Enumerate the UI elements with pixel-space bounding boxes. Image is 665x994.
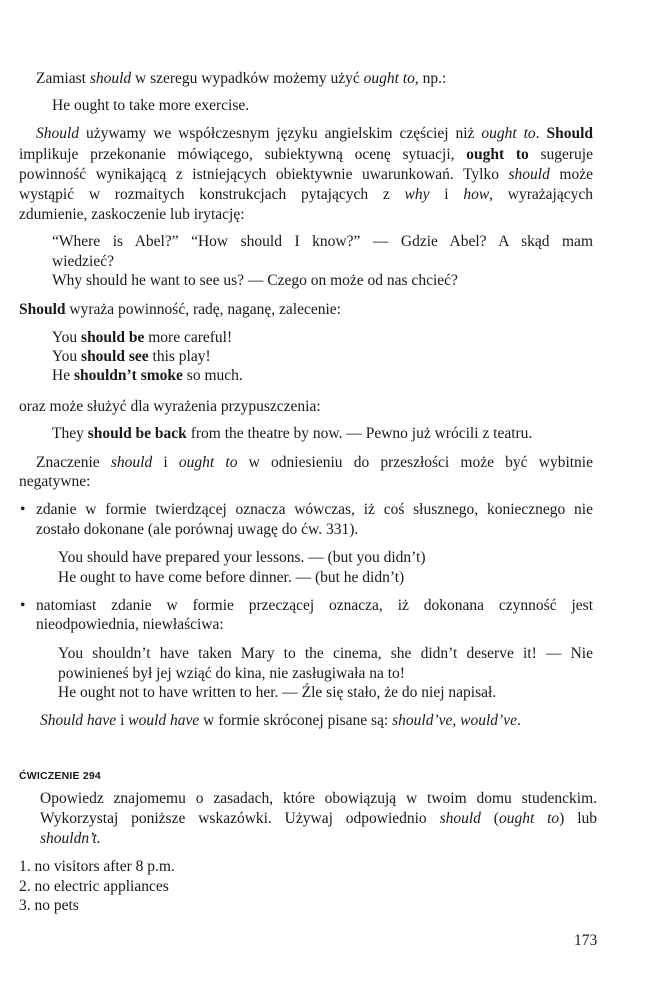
- example-line: You shouldn’t have taken Mary to the cinema, she didn’t deserve it! — Nie: [58, 645, 593, 662]
- example-line: You should be more careful!: [52, 329, 233, 346]
- example-line: powinieneś był jej wziąć do kina, nie zasługiwała na to!: [58, 665, 405, 682]
- paragraph-line: Should używamy we współczesnym języku angielskim częściej niż ought to. Should: [36, 125, 594, 142]
- paragraph-ought-to-intro: Zamiast should w szeregu wypadków możemy użyć ought to, np.:: [36, 70, 447, 87]
- paragraph-line: powinność wynikającą z istniejących obiektywnie uwarunkowań. Tylko should może: [19, 166, 593, 183]
- paragraph-contracted-forms: Should have i would have w formie skróconej pisane są: should’ve, would’ve.: [40, 712, 521, 729]
- paragraph-supposition: oraz może służyć dla wyrażenia przypuszczenia:: [19, 398, 321, 415]
- bullet-glyph: •: [20, 501, 26, 518]
- bullet-line: zostało dokonane (ale porównaj uwagę do ćw. 331).: [36, 521, 359, 538]
- paragraph-line: Znaczenie should i ought to w odniesieniu do przeszłości może być wybitnie: [36, 454, 593, 471]
- exercise-heading: ĆWICZENIE 294: [19, 770, 101, 782]
- paragraph-line: negatywne:: [19, 473, 91, 490]
- example-supposition: They should be back from the theatre by now. — Pewno już wrócili z teatru.: [52, 425, 533, 442]
- example-line: He shouldn’t smoke so much.: [52, 367, 243, 384]
- bullet-line: natomiast zdanie w formie przeczącej oznacza, iż dokonana czynność jest: [36, 597, 593, 614]
- exercise-item: 3. no pets: [19, 897, 79, 914]
- paragraph-should-advice: Should wyraża powinność, radę, naganę, zalecenie:: [19, 301, 341, 318]
- page-number: 173: [574, 932, 598, 949]
- exercise-instruction-line: shouldn’t.: [40, 830, 101, 847]
- example-line: wiedzieć?: [52, 253, 114, 270]
- bullet-line: nieodpowiednia, niewłaściwa:: [36, 616, 224, 633]
- example-line: “Where is Abel?” “How should I know?” — Gdzie Abel? A skąd mam: [52, 233, 593, 250]
- example-line: You should see this play!: [52, 348, 211, 365]
- exercise-instruction-line: Opowiedz znajomemu o zasadach, które obowiązują w twoim domu studenckim.: [40, 790, 597, 807]
- exercise-item: 1. no visitors after 8 p.m.: [19, 858, 175, 875]
- example-line: He ought to have come before dinner. — (but he didn’t): [58, 569, 405, 586]
- bullet-line: zdanie w formie twierdzącej oznacza wówczas, iż coś słusznego, koniecznego nie: [36, 501, 593, 518]
- bullet-glyph: •: [20, 597, 26, 614]
- exercise-instruction-line: Wykorzystaj poniższe wskazówki. Używaj odpowiednio should (ought to) lub: [40, 810, 598, 827]
- paragraph-line: wystąpić w rozmaitych konstrukcjach pytających z why i how, wyrażających: [19, 186, 593, 203]
- example-line: He ought not to have written to her. — Źle się stało, że do niej napisał.: [58, 684, 497, 701]
- exercise-item: 2. no electric appliances: [19, 878, 169, 895]
- example-ought-to: He ought to take more exercise.: [52, 97, 250, 114]
- paragraph-line: implikuje przekonanie mówiącego, subiektywną ocenę sytuacji, ought to sugeruje: [19, 146, 593, 163]
- example-line: Why should he want to see us? — Czego on może od nas chcieć?: [52, 272, 458, 289]
- paragraph-line: zdumienie, zaskoczenie lub irytację:: [19, 206, 245, 223]
- example-line: You should have prepared your lessons. — (but you didn’t): [58, 549, 426, 566]
